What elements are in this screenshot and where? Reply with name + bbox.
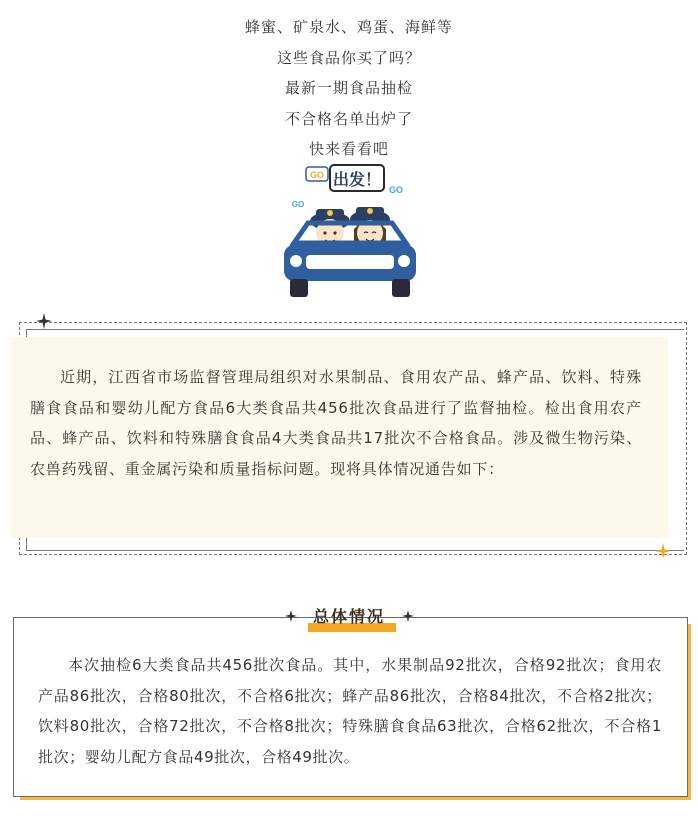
intro-line-4: 不合格名单出炉了 — [284, 109, 413, 128]
intro-text — [0, 12, 698, 165]
section-panel-shadow — [20, 797, 691, 800]
intro-line-1: 蜂蜜、矿泉水、鸡蛋、海鲜等 — [244, 18, 453, 36]
sparkle-icon — [36, 313, 52, 329]
section-title: 总体情况 — [312, 607, 385, 626]
notice-paragraph: 近期，江西省市场监督管理局组织对水果制品、食用农产品、蜂产品、饮料、特殊膳食食品和婴幼儿配方食品6大类食品共456批次食品进行了监督抽检。检出食用农产品、蜂产品、饮料和特殊膳食食品4大类食品共17批次不合格食品。涉及微生物污染、农兽药残留、重金属污染和质量指标问题。现将具体情况通告如下： — [30, 368, 642, 478]
intro-line-5: 快来看看吧 — [308, 140, 389, 158]
svg-text:出发！: 出发！ — [332, 170, 382, 189]
go-tag-right — [389, 185, 403, 195]
section-paragraph: 本次抽检6大类食品共456批次食品。其中，水果制品92批次，合格92批次；食用农产品86批次，合格80批次，不合格6批次；蜂产品86批次，合格84批次，不合格2批次；饮料80批次，合格72批次，不合格8批次；特殊膳食食品63批次，合格62批次，不合格1批次；婴幼儿配方食品49批次，合格49批次。 — [38, 656, 662, 766]
svg-text:GO: GO — [388, 185, 404, 195]
section-panel-shadow — [688, 624, 691, 800]
go-tag-small — [292, 200, 304, 209]
intro-line-3: 最新一期食品抽检 — [284, 79, 413, 97]
banner-chufa — [330, 165, 384, 191]
car-body — [284, 223, 416, 297]
intro-line-2: 这些食品你买了吗？ — [276, 48, 421, 67]
sparkle-icon — [655, 543, 671, 559]
police-car-illustration — [280, 163, 420, 301]
svg-text:GO: GO — [309, 170, 325, 180]
svg-text:GO: GO — [291, 200, 305, 209]
go-tag-left — [306, 167, 328, 181]
